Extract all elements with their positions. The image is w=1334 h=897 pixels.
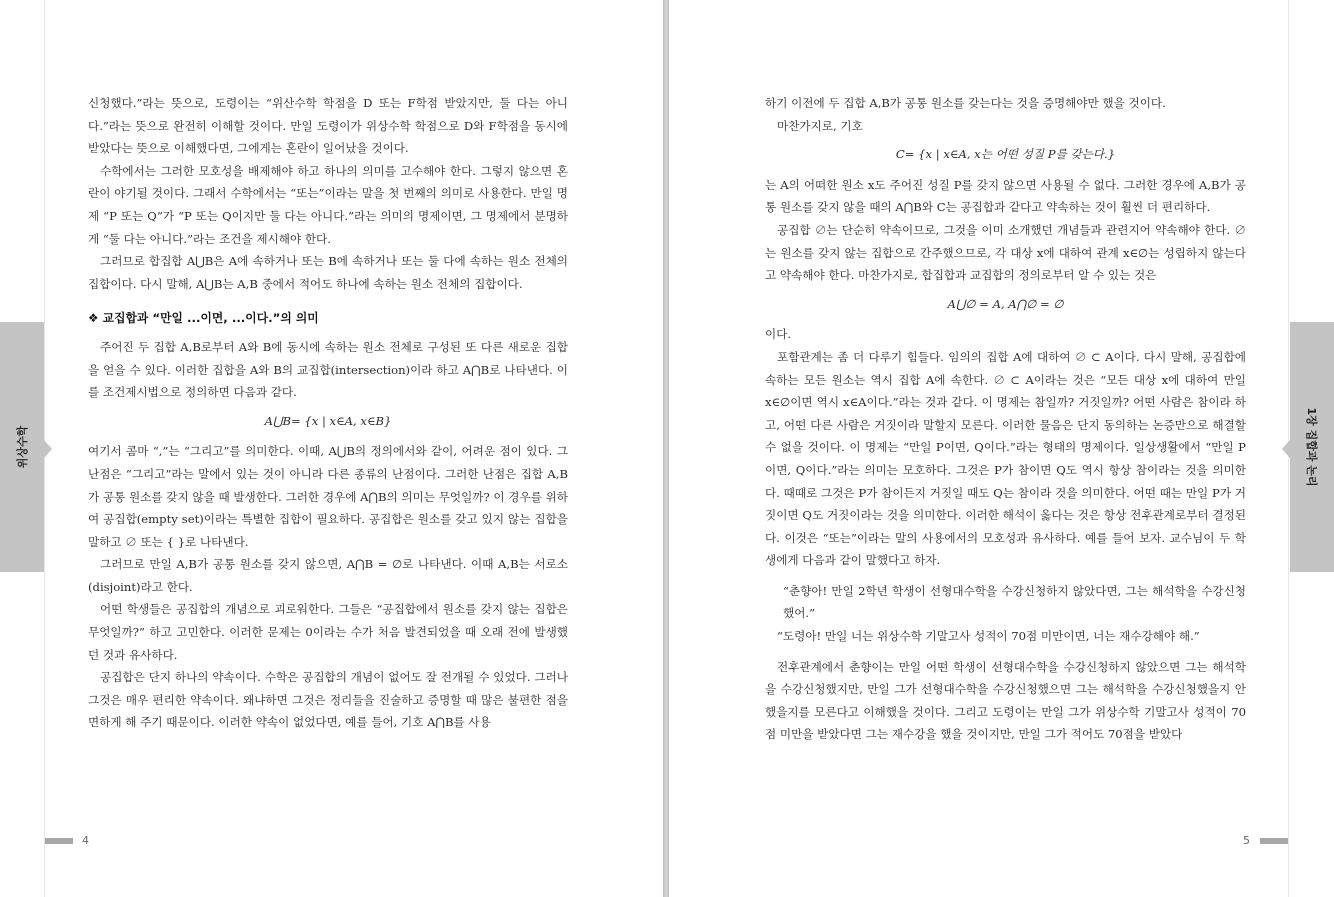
left-paragraph: 수학에서는 그러한 모호성을 배제해야 하고 하나의 의미를 고수해야 한다. 그렇지 않으면 혼란이 야기될 것이다. 그래서 수학에서는 “또는”이라는 말을 첫 번째의 의미로 사용한다. 만일 명제 “P 또는 Q”가 “P 또는 Q이지만 둘 다는 아니다.”라는 의미의 명제이면, 그 명제에서 분명하게 “둘 다는 아니다.”라는 조건을 제시해야 한다. (88, 163, 568, 246)
left-paragraph: 그러므로 만일 A,B가 공통 원소를 갖지 않으면, A⋂B = ∅로 나타낸다. 이때 A,B는 서로소(disjoint)라고 한다. (88, 557, 568, 594)
right-paragraph: 공집합 ∅는 단순히 약속이므로, 그것을 이미 소개했던 개념들과 관련지어 약속해야 한다. ∅는 원소를 갖지 않는 집합으로 간주했으므로, 각 대상 x에 대하여 관계 x∈∅는 성립하지 않는다고 약속해야 한다. 마찬가지로, 합집합과 교집합의 정의로부터 알 수 있는 것은 (765, 222, 1246, 283)
left-page-number-bar (45, 838, 73, 844)
right-paragraph: 마찬가지로, 기호 (777, 118, 863, 133)
left-paragraph: 주어진 두 집합 A,B로부터 A와 B에 동시에 속하는 원소 전체로 구성된 또 다른 새로운 집합을 얻을 수 있다. 이러한 집합을 A와 B의 교집합(intersection)이라 하고 A⋂B로 나타낸다. 이를 조건제시법으로 정의하면 다음과 같다. (88, 339, 568, 400)
right-page-number: 5 (1243, 834, 1250, 847)
spacer (765, 572, 1246, 580)
right-tab-label: 1장 집합과 논리 (1305, 407, 1318, 487)
right-paragraph: 포함관계는 좀 더 다루기 힘들다. 임의의 집합 A에 대하여 ∅ ⊂ A이다. 다시 말해, 공집합에 속하는 모든 원소는 역시 집합 A에 속한다. ∅ ⊂ A이라는 것은 “모든 대상 x에 대하여 만일 x∈∅이면 역시 x∈A이다.”라는 것과 같다. 이 명제는 참일까? 거짓일까? 어떤 사람은 참이라 하고, 어떤 다른 사람은 거짓이라 말할지 모른다. 이러한 물음은 단지 동의하는 논증만으로 해결할 수 없을 것이다. 이 명제는 “만일 P이면, Q이다.”라는 형태의 명제이다. 일상생활에서 “만일 P이면, Q이다.”라는 의미는 모호하다. 그것은 P가 참이면 Q도 역시 항상 참이라는 것을 의미한다. 때때로 그것은 P가 참이든지 거짓일 때도 Q는 참이라 것을 의미한다. 어떤 때는 만일 P가 거짓이면 Q도 거짓이라는 것을 의미한다. 이러한 해석이 옳다는 것은 항상 전후관계로부터 결정된다. 이것은 “또는”이라는 말의 사용에서의 모호성과 유사하다. 예를 들어 보자. 교수님이 두 학생에게 다음과 같이 말했다고 하자. (765, 349, 1246, 568)
left-page-number: 4 (82, 834, 89, 847)
quote-doryeong: “도령아! 만일 너는 위상수학 기말고사 성적이 70점 미만이면, 너는 재수강해야 해.” (777, 629, 1200, 644)
section-heading: ❖ 교집합과 “만일 ...이면, ...이다.”의 의미 (88, 311, 319, 326)
left-paragraph: 그러므로 합집합 A⋃B은 A에 속하거나 또는 B에 속하거나 또는 둘 다에 속하는 원소 전체의 집합이다. 다시 말해, A⋃B는 A,B 중에서 적어도 하나에 속하는 원소 전체의 집합이다. (88, 254, 568, 291)
spacer (765, 648, 1246, 656)
empty-set-formula: A⋃∅ = A, A⋂∅ = ∅ (947, 296, 1064, 311)
left-paragraph: 여기서 콤마 “,”는 “그리고”를 의미한다. 이때, A⋃B의 정의에서와 같이, 어려운 점이 있다. 그 난점은 “그리고”라는 말에서 있는 것이 아니라 다른 종류의 난점이다. 그러한 난점은 집합 A,B가 공통 원소를 갖지 않을 때 발생한다. 그러한 경우에 A⋂B의 의미는 무엇일까? 이 경우를 위하여 공집합(empty set)이라는 특별한 집합이 필요하다. 공집합은 원소를 갖고 있지 않는 집합을 말하고 ∅ 또는 { }로 나타낸다. (88, 444, 568, 549)
left-tab-label: 위상수학 (16, 425, 29, 469)
left-tab-notch (44, 440, 52, 458)
left-paragraph: 어떤 학생들은 공집합의 개념으로 괴로워한다. 그들은 “공집합에서 원소를 갖지 않는 집합은 무엇일까?” 하고 고민한다. 이러한 문제는 0이라는 수가 처음 발견되었을 때 오래 전에 발생했던 것과 유사하다. (88, 602, 568, 662)
set-builder-formula: C= {x | x∈A, x는 어떤 성질 P를 갖는다.} (895, 147, 1116, 162)
right-text-column (765, 92, 1246, 746)
left-text-column (88, 92, 568, 734)
right-paragraph: 이다. (765, 327, 792, 342)
right-paragraph: 전후관계에서 춘향이는 만일 어떤 학생이 선형대수학을 수강신청하지 않았으면 그는 해석학을 수강신청했지만, 만일 그가 선형대수학을 수강신청했으면 그는 해석학을 수강신청했을지 안 했을지를 모른다고 이해했을 것이다. 그리고 도령이는 만일 그가 위상수학 기말고사 성적이 70점 미만을 받았다면 그는 재수강을 했을 것이지만, 만일 그가 적어도 70점을 받았다 (765, 659, 1246, 742)
right-tab-notch (1282, 440, 1290, 458)
right-paragraph: 하기 이전에 두 집합 A,B가 공통 원소를 갖는다는 것을 증명해야만 했을 것이다. (765, 96, 1166, 110)
quote-chunhyang: “춘향아! 만일 2학년 학생이 선형대수학을 수강신청하지 않았다면, 그는 해석학을 수강신청했어.” (783, 583, 1246, 621)
right-page-number-bar (1260, 838, 1288, 844)
left-paragraph: 신청했다.”라는 뜻으로, 도령이는 “위산수학 학점을 D 또는 F학점 받았지만, 둘 다는 아니다.”라는 뜻으로 완전히 이해할 것이다. 만일 도령이가 위상수학 학점으로 D와 F학점을 동시에 받았다는 뜻으로 이해했다면, 그에게는 혼란이 일어났을 것이다. (88, 96, 568, 156)
right-paragraph: 는 A의 어떠한 원소 x도 주어진 성질 P를 갖지 않으면 사용될 수 없다. 그러한 경우에 A,B가 공통 원소를 갖지 않을 때의 A⋂B와 C는 공집합과 같다고 약속하는 것이 훨씬 더 편리하다. (765, 177, 1246, 215)
intersection-formula: A⋃B= {x | x∈A, x∈B} (264, 413, 392, 428)
left-paragraph: 공집합은 단지 하나의 약속이다. 수학은 공집합의 개념이 없어도 잘 전개될 수 있었다. 그러나 그것은 매우 편리한 약속이다. 왜냐하면 그것은 정리들을 진술하고 증명할 때 많은 불편한 점을 면하게 해 주기 때문이다. 이러한 약속이 없었다면, 예를 들어, 기호 A⋂B를 사용 (88, 670, 568, 730)
